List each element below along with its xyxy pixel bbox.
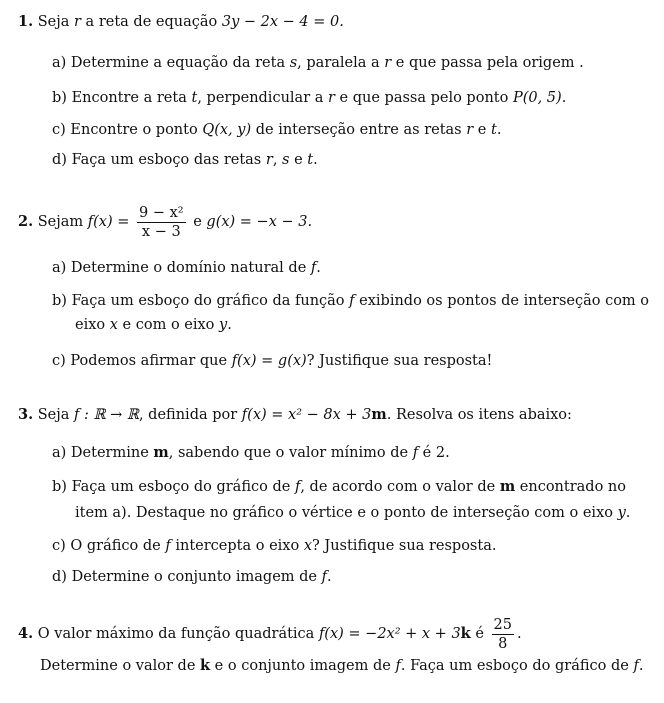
question-2-item-a: a) Determine o domínio natural de f.: [52, 260, 321, 276]
question-number: 1.: [18, 13, 34, 30]
fraction: $\frac{25}{8}$: [493, 616, 512, 652]
question-3-item-b-cont: item a). Destaque no gráfico o vértice e o ponto de interseção com o eixo y.: [75, 505, 631, 521]
question-2-stem: 2. Sejam f(x) = $\frac{\text{9 − x²}}{x - 3}$ e g(x) = −x − 3.: [18, 204, 313, 240]
question-3-stem: 3. Seja f : ℝ → ℝ, definida por f(x) = x² − 8x + 3m. Resolva os itens abaixo:: [18, 406, 572, 423]
question-number: 2.: [18, 213, 34, 230]
question-4-line-2: Determine o valor de k e o conjunto imagem de f. Faça um esboço do gráfico de f.: [40, 657, 644, 674]
question-3-item-b: b) Faça um esboço do gráfico de f, de acordo com o valor de m encontrado no: [52, 478, 626, 495]
question-3-item-d: d) Determine o conjunto imagem de f.: [52, 569, 332, 585]
question-number: 3.: [18, 406, 34, 423]
question-3-item-a: a) Determine m, sabendo que o valor mínimo de f é 2.: [52, 444, 450, 461]
question-3-item-c: c) O gráfico de f intercepta o eixo x? Justifique sua resposta.: [52, 538, 497, 554]
question-1-item-d: d) Faça um esboço das retas r, s e t.: [52, 152, 318, 168]
question-1-stem: 1. Seja r a reta de equação 3y − 2x − 4 = 0.: [18, 13, 344, 30]
question-1-item-c: c) Encontre o ponto Q(x, y) de interseção entre as retas r e t.: [52, 122, 502, 138]
question-2-item-b: b) Faça um esboço do gráfico da função f exibindo os pontos de interseção com o: [52, 293, 650, 309]
question-1-item-b: b) Encontre a reta t, perpendicular a r e que passa pelo ponto P(0, 5).: [52, 90, 567, 106]
question-1-item-a: a) Determine a equação da reta s, paralela a r e que passa pela origem .: [52, 55, 584, 71]
question-2-item-c: c) Podemos afirmar que f(x) = g(x)? Justifique sua resposta!: [52, 353, 493, 369]
question-2-item-b-cont: eixo x e com o eixo y.: [75, 317, 232, 333]
fraction: $\frac{\text{9 − x²}}{x - 3}$: [139, 204, 184, 240]
question-number: 4.: [18, 625, 34, 642]
question-4-stem: 4. O valor máximo da função quadrática f(x) = −2x² + x + 3k é $\frac{25}{8}$ .: [18, 616, 522, 652]
